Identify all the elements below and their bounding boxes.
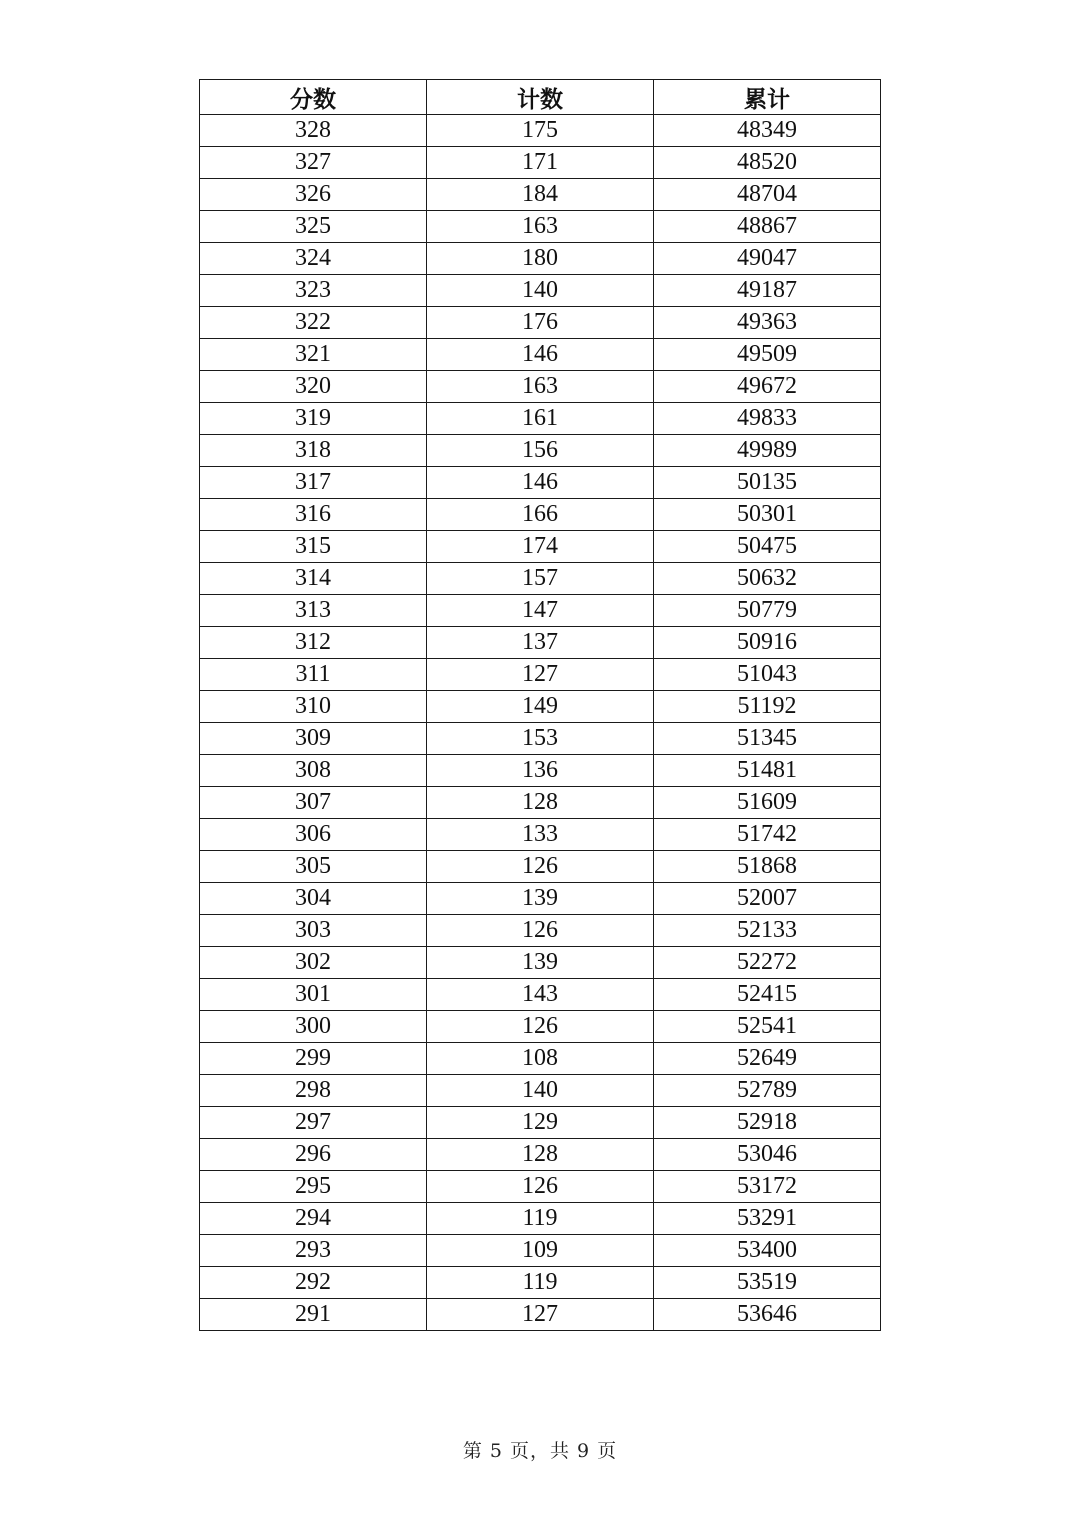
count-cell: 171 bbox=[427, 147, 654, 179]
score-cell: 303 bbox=[200, 915, 427, 947]
table-row bbox=[200, 1139, 881, 1171]
table-row bbox=[200, 1107, 881, 1139]
score-cell: 294 bbox=[200, 1203, 427, 1235]
cumulative-cell: 52649 bbox=[654, 1043, 881, 1075]
table-row bbox=[200, 147, 881, 179]
count-cell: 126 bbox=[427, 1011, 654, 1043]
score-cell: 313 bbox=[200, 595, 427, 627]
table-row bbox=[200, 403, 881, 435]
score-cell: 326 bbox=[200, 179, 427, 211]
count-cell: 128 bbox=[427, 787, 654, 819]
table-row bbox=[200, 563, 881, 595]
cumulative-cell: 48704 bbox=[654, 179, 881, 211]
cumulative-cell: 52272 bbox=[654, 947, 881, 979]
table-row bbox=[200, 531, 881, 563]
count-cell: 176 bbox=[427, 307, 654, 339]
score-cell: 292 bbox=[200, 1267, 427, 1299]
table-row bbox=[200, 979, 881, 1011]
score-cell: 319 bbox=[200, 403, 427, 435]
table-row bbox=[200, 179, 881, 211]
table-row bbox=[200, 915, 881, 947]
score-cell: 315 bbox=[200, 531, 427, 563]
cumulative-cell: 52007 bbox=[654, 883, 881, 915]
table-row bbox=[200, 723, 881, 755]
table-row bbox=[200, 627, 881, 659]
cumulative-cell: 49672 bbox=[654, 371, 881, 403]
count-cell: 119 bbox=[427, 1203, 654, 1235]
table-row bbox=[200, 1075, 881, 1107]
count-cell: 109 bbox=[427, 1235, 654, 1267]
count-cell: 129 bbox=[427, 1107, 654, 1139]
cumulative-cell: 51742 bbox=[654, 819, 881, 851]
count-cell: 174 bbox=[427, 531, 654, 563]
score-cell: 291 bbox=[200, 1299, 427, 1331]
score-cell: 308 bbox=[200, 755, 427, 787]
page-number-footer: 第 5 页，共 9 页 bbox=[462, 1440, 618, 1462]
table-row bbox=[200, 1171, 881, 1203]
cumulative-cell: 53519 bbox=[654, 1267, 881, 1299]
score-cell: 301 bbox=[200, 979, 427, 1011]
cumulative-cell: 51345 bbox=[654, 723, 881, 755]
cumulative-cell: 53046 bbox=[654, 1139, 881, 1171]
score-cell: 322 bbox=[200, 307, 427, 339]
score-cell: 299 bbox=[200, 1043, 427, 1075]
score-cell: 312 bbox=[200, 627, 427, 659]
cumulative-cell: 50916 bbox=[654, 627, 881, 659]
cumulative-cell: 49187 bbox=[654, 275, 881, 307]
score-cell: 293 bbox=[200, 1235, 427, 1267]
score-cell: 306 bbox=[200, 819, 427, 851]
score-cell: 300 bbox=[200, 1011, 427, 1043]
table-row bbox=[200, 787, 881, 819]
score-cell: 314 bbox=[200, 563, 427, 595]
cumulative-cell: 49363 bbox=[654, 307, 881, 339]
score-cell: 307 bbox=[200, 787, 427, 819]
table-row bbox=[200, 947, 881, 979]
header-cumulative: 累计 bbox=[654, 80, 881, 115]
count-cell: 175 bbox=[427, 115, 654, 147]
count-cell: 163 bbox=[427, 211, 654, 243]
count-cell: 140 bbox=[427, 275, 654, 307]
cumulative-cell: 51868 bbox=[654, 851, 881, 883]
cumulative-cell: 49509 bbox=[654, 339, 881, 371]
table-row bbox=[200, 659, 881, 691]
score-cell: 297 bbox=[200, 1107, 427, 1139]
table-row bbox=[200, 1043, 881, 1075]
count-cell: 126 bbox=[427, 1171, 654, 1203]
count-cell: 108 bbox=[427, 1043, 654, 1075]
table-row bbox=[200, 1267, 881, 1299]
table-row bbox=[200, 1299, 881, 1331]
table-row bbox=[200, 307, 881, 339]
count-cell: 153 bbox=[427, 723, 654, 755]
count-cell: 157 bbox=[427, 563, 654, 595]
cumulative-cell: 51481 bbox=[654, 755, 881, 787]
score-cell: 305 bbox=[200, 851, 427, 883]
cumulative-cell: 49047 bbox=[654, 243, 881, 275]
score-cell: 327 bbox=[200, 147, 427, 179]
score-cell: 295 bbox=[200, 1171, 427, 1203]
score-cell: 318 bbox=[200, 435, 427, 467]
cumulative-cell: 53172 bbox=[654, 1171, 881, 1203]
table-row bbox=[200, 1011, 881, 1043]
header-score: 分数 bbox=[200, 80, 427, 115]
score-cell: 304 bbox=[200, 883, 427, 915]
cumulative-cell: 48867 bbox=[654, 211, 881, 243]
count-cell: 137 bbox=[427, 627, 654, 659]
cumulative-cell: 50779 bbox=[654, 595, 881, 627]
count-cell: 149 bbox=[427, 691, 654, 723]
score-cell: 310 bbox=[200, 691, 427, 723]
count-cell: 184 bbox=[427, 179, 654, 211]
score-cell: 302 bbox=[200, 947, 427, 979]
cumulative-cell: 50475 bbox=[654, 531, 881, 563]
table-row bbox=[200, 851, 881, 883]
score-cell: 321 bbox=[200, 339, 427, 371]
count-cell: 139 bbox=[427, 883, 654, 915]
cumulative-cell: 53291 bbox=[654, 1203, 881, 1235]
count-cell: 139 bbox=[427, 947, 654, 979]
count-cell: 147 bbox=[427, 595, 654, 627]
score-cell: 328 bbox=[200, 115, 427, 147]
count-cell: 127 bbox=[427, 659, 654, 691]
table-header bbox=[200, 80, 881, 115]
table-row bbox=[200, 211, 881, 243]
count-cell: 143 bbox=[427, 979, 654, 1011]
table-row bbox=[200, 1235, 881, 1267]
table-row bbox=[200, 1203, 881, 1235]
cumulative-cell: 51043 bbox=[654, 659, 881, 691]
table-row bbox=[200, 275, 881, 307]
cumulative-cell: 51609 bbox=[654, 787, 881, 819]
score-cell: 296 bbox=[200, 1139, 427, 1171]
count-cell: 133 bbox=[427, 819, 654, 851]
count-cell: 163 bbox=[427, 371, 654, 403]
table-row bbox=[200, 115, 881, 147]
header-count: 计数 bbox=[427, 80, 654, 115]
score-cell: 320 bbox=[200, 371, 427, 403]
cumulative-cell: 52789 bbox=[654, 1075, 881, 1107]
cumulative-cell: 52918 bbox=[654, 1107, 881, 1139]
cumulative-cell: 52133 bbox=[654, 915, 881, 947]
cumulative-cell: 52415 bbox=[654, 979, 881, 1011]
table-row bbox=[200, 595, 881, 627]
count-cell: 161 bbox=[427, 403, 654, 435]
cumulative-cell: 51192 bbox=[654, 691, 881, 723]
table-row bbox=[200, 691, 881, 723]
cumulative-cell: 52541 bbox=[654, 1011, 881, 1043]
cumulative-cell: 48520 bbox=[654, 147, 881, 179]
cumulative-cell: 50632 bbox=[654, 563, 881, 595]
count-cell: 126 bbox=[427, 915, 654, 947]
cumulative-cell: 49989 bbox=[654, 435, 881, 467]
cumulative-cell: 49833 bbox=[654, 403, 881, 435]
score-cell: 317 bbox=[200, 467, 427, 499]
count-cell: 127 bbox=[427, 1299, 654, 1331]
table-row bbox=[200, 243, 881, 275]
cumulative-cell: 50301 bbox=[654, 499, 881, 531]
table-row bbox=[200, 755, 881, 787]
count-cell: 126 bbox=[427, 851, 654, 883]
count-cell: 140 bbox=[427, 1075, 654, 1107]
table-row bbox=[200, 371, 881, 403]
score-cell: 324 bbox=[200, 243, 427, 275]
count-cell: 180 bbox=[427, 243, 654, 275]
count-cell: 128 bbox=[427, 1139, 654, 1171]
score-cell: 311 bbox=[200, 659, 427, 691]
score-cell: 323 bbox=[200, 275, 427, 307]
count-cell: 156 bbox=[427, 435, 654, 467]
cumulative-cell: 53400 bbox=[654, 1235, 881, 1267]
count-cell: 146 bbox=[427, 339, 654, 371]
score-cell: 309 bbox=[200, 723, 427, 755]
score-cell: 325 bbox=[200, 211, 427, 243]
table-row bbox=[200, 499, 881, 531]
table-row bbox=[200, 819, 881, 851]
table-row bbox=[200, 883, 881, 915]
table-body bbox=[200, 115, 881, 1331]
count-cell: 166 bbox=[427, 499, 654, 531]
table-row bbox=[200, 467, 881, 499]
table-row bbox=[200, 339, 881, 371]
count-cell: 119 bbox=[427, 1267, 654, 1299]
score-distribution-table bbox=[199, 79, 881, 1331]
header-row bbox=[200, 80, 881, 115]
count-cell: 146 bbox=[427, 467, 654, 499]
cumulative-cell: 48349 bbox=[654, 115, 881, 147]
score-cell: 316 bbox=[200, 499, 427, 531]
table-row bbox=[200, 435, 881, 467]
cumulative-cell: 50135 bbox=[654, 467, 881, 499]
score-cell: 298 bbox=[200, 1075, 427, 1107]
cumulative-cell: 53646 bbox=[654, 1299, 881, 1331]
count-cell: 136 bbox=[427, 755, 654, 787]
